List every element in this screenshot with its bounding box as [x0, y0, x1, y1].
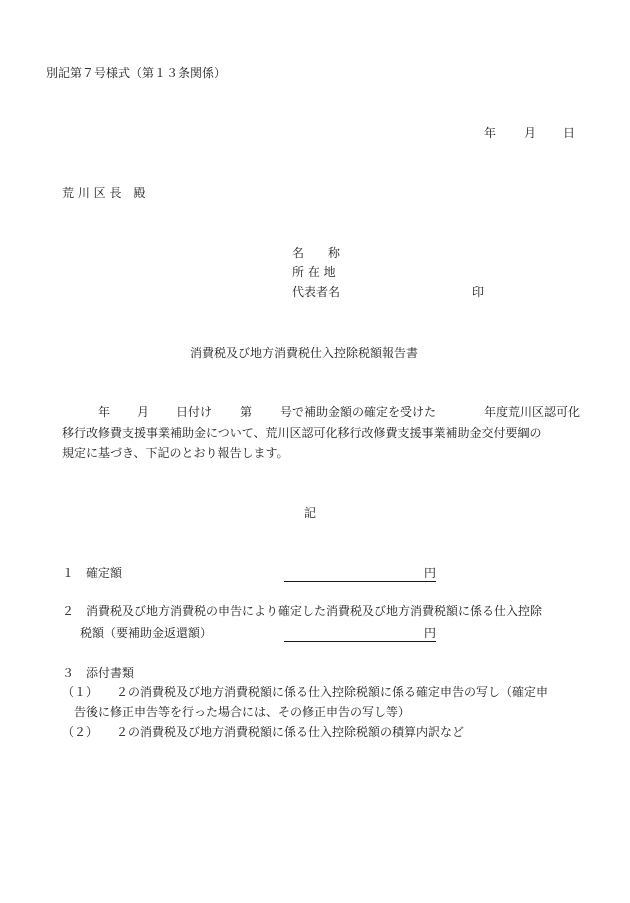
- addressee: 荒 川 区 長 殿: [62, 186, 146, 200]
- item-1-unit: 円: [424, 566, 437, 580]
- item-2-number: ２: [62, 604, 75, 618]
- item-1-amount-line[interactable]: [284, 567, 436, 582]
- item-2-amount-line[interactable]: [284, 627, 436, 642]
- seal-mark: 印: [472, 285, 485, 299]
- item-3-number: ３: [62, 666, 75, 680]
- form-label: 別記第７号様式（第１３条関係）: [46, 66, 227, 80]
- item-2-line-2: 税額（要補助金返還額）: [80, 626, 213, 640]
- body-dai: 第: [240, 405, 253, 419]
- sub-item-1-line-1: ２の消費税及び地方消費税額に係る仕入控除税額に係る確定申告の写し（確定申: [116, 685, 549, 699]
- sub-item-2-line-1: ２の消費税及び地方消費税額に係る仕入控除税額の積算内訳など: [116, 725, 465, 739]
- item-2-unit: 円: [424, 626, 437, 640]
- item-1-number: １: [62, 566, 75, 580]
- body-line-3: 規定に基づき、下記のとおり報告します。: [62, 446, 289, 460]
- sub-item-2-number: （２）: [62, 725, 99, 739]
- applicant-name-label: 名 称: [292, 246, 341, 260]
- applicant-address-label: 所 在 地: [292, 265, 336, 279]
- body-fiscal-year: 年度荒川区認可化: [484, 405, 581, 419]
- body-rest: 号で補助金額の確定を受けた: [280, 405, 437, 419]
- item-3-label: 添付書類: [86, 666, 135, 680]
- sub-item-1-line-2: 告後に修正申告等を行った場合には、その修正申告の写し等）: [74, 705, 411, 719]
- body-line-2: 移行改修費支援事業補助金について、荒川区認可化移行改修費支援事業補助金交付要綱の: [62, 426, 542, 440]
- item-2-line-1: 消費税及び地方消費税の申告により確定した消費税及び地方消費税額に係る仕入控除: [86, 604, 543, 618]
- item-1-label: 確定額: [86, 566, 123, 580]
- body-year: 年: [98, 405, 111, 419]
- date-year-label: 年: [484, 126, 497, 140]
- date-month-label: 月: [524, 126, 537, 140]
- body-month: 月: [137, 405, 150, 419]
- date-day-label: 日: [563, 126, 576, 140]
- applicant-rep-label: 代表者名: [292, 285, 341, 299]
- sub-item-1-number: （１）: [62, 685, 99, 699]
- document-title: 消費税及び地方消費税仕入控除税額報告書: [190, 346, 419, 360]
- body-dated: 日付け: [176, 405, 213, 419]
- ki-heading: 記: [304, 506, 317, 520]
